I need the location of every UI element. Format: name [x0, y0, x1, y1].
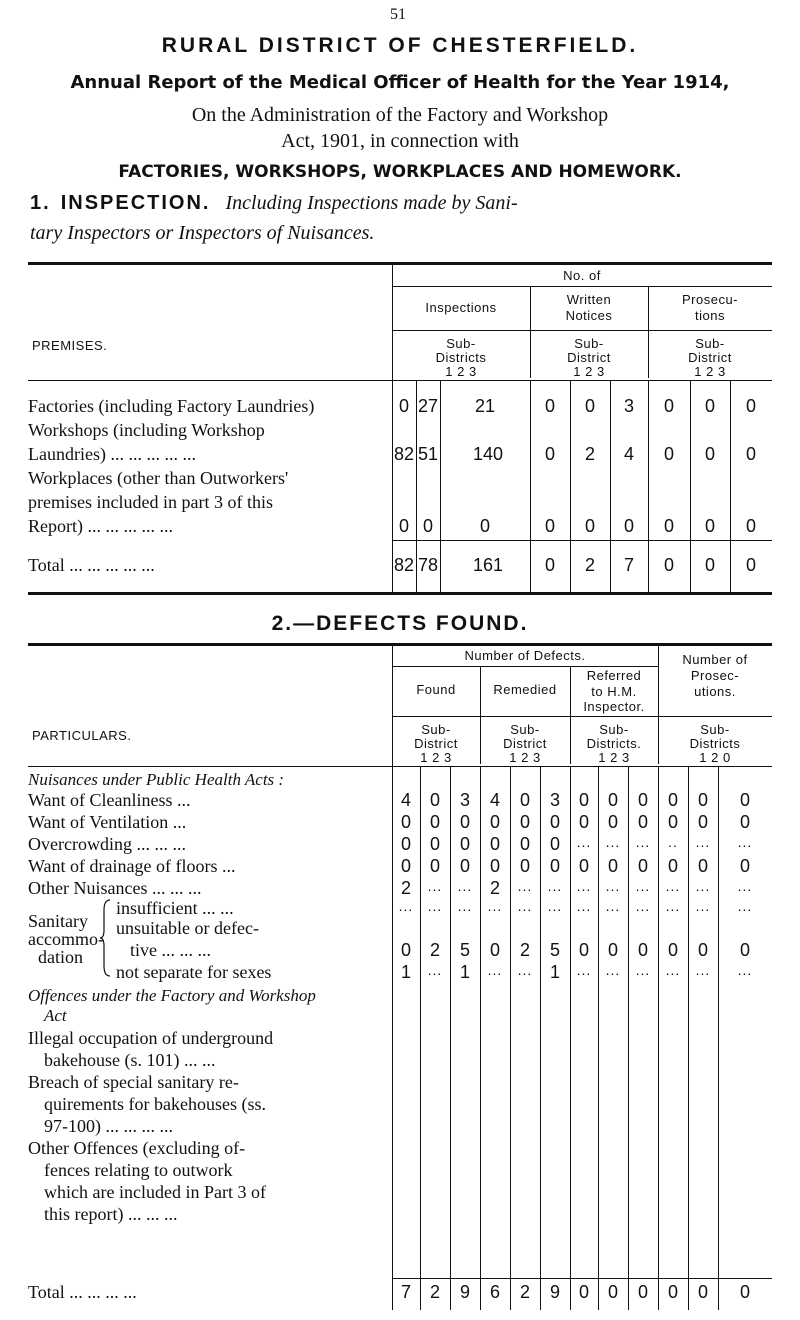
remedied-sub-1: Sub-	[510, 722, 540, 737]
report-title: Annual Report of the Medical Officer of Health for the Year 1914,	[70, 72, 730, 93]
referred-header-2: to H.M.	[591, 684, 637, 699]
prosec-sub-1: Sub-	[700, 722, 730, 737]
table1-cell: 2	[584, 444, 595, 464]
table2-cell: 0	[400, 834, 411, 854]
table2-cell: 0	[429, 856, 440, 876]
table1-total-cell: 82	[393, 555, 415, 575]
t2-header-bottom-rule	[28, 766, 772, 767]
table2-cell: ...	[427, 962, 443, 978]
row-cleanliness-label: Want of Cleanliness ...	[28, 790, 191, 810]
table2-cell: 0	[607, 856, 618, 876]
table2-cell: 1	[549, 962, 560, 982]
table2-cell: ...	[605, 878, 621, 894]
t1-col-7	[690, 380, 691, 592]
table2-cell: 0	[667, 790, 678, 810]
table2-cell: ...	[695, 878, 711, 894]
referred-sub-2: Districts.	[586, 736, 642, 751]
section1-sub-1: Including Inspections made by Sani-	[225, 192, 518, 214]
table2-cell: 0	[519, 834, 530, 854]
table2-cell: ...	[487, 962, 503, 978]
t1-mid-rule	[392, 330, 772, 331]
prosec-sub-2: Districts	[689, 736, 741, 751]
section1-title: INSPECTION.	[60, 192, 211, 214]
table1-cell: 0	[704, 396, 715, 416]
table2-total-cell: 6	[489, 1282, 500, 1302]
subdist-a-1: Sub-	[446, 336, 476, 351]
table1-total-cell: 161	[473, 555, 504, 575]
table2-cell: ...	[517, 898, 533, 914]
table2-cell: ...	[398, 898, 414, 914]
table1-cell: 0	[663, 444, 674, 464]
table2-cell: 0	[607, 940, 618, 960]
table1-cell: 0	[544, 396, 555, 416]
t2-col-5	[540, 766, 541, 1310]
sanitary-word-2: accommo-	[28, 929, 104, 949]
table2-cell: 0	[607, 790, 618, 810]
subdist-c-2: District	[688, 350, 732, 365]
table1-cell: 0	[623, 516, 634, 536]
table1-cell: 0	[479, 516, 490, 536]
table1-total-cell: 0	[704, 555, 715, 575]
table1-cell: 51	[417, 444, 439, 464]
table1-bottom-rule	[28, 592, 772, 595]
t2-col-8	[628, 766, 629, 1310]
subdist-c-1: Sub-	[695, 336, 725, 351]
written-notices-header-2: Notices	[565, 308, 613, 323]
table2-cell: 0	[578, 940, 589, 960]
sanitary-brace	[100, 898, 112, 978]
table2-cell: 0	[429, 834, 440, 854]
t1-col-5	[530, 380, 531, 592]
table2-cell: 0	[519, 790, 530, 810]
table1-cell: 0	[704, 516, 715, 536]
table1-cell: 4	[623, 444, 634, 464]
table2-total-label: Total ... ... ... ...	[28, 1282, 137, 1302]
t1-col-3	[570, 380, 571, 592]
row-workshops-label-1: Workshops (including Workshop	[28, 420, 265, 440]
table2-cell: ...	[605, 898, 621, 914]
no-of-header: No. of	[563, 268, 601, 283]
table2-cell: 0	[489, 940, 500, 960]
offences-heading-2: Act	[44, 1006, 67, 1025]
subdist-a-2: Districts	[435, 350, 487, 365]
t2-col-10	[688, 766, 689, 1310]
table2-cell: 3	[459, 790, 470, 810]
table1-top-rule	[28, 262, 772, 265]
table1-cell: 0	[704, 444, 715, 464]
table1-cell: 0	[398, 396, 409, 416]
t1-col-4	[610, 380, 611, 592]
table2-cell: 2	[429, 940, 440, 960]
table2-cell: ...	[576, 834, 592, 850]
table2-cell: 0	[578, 856, 589, 876]
offence-line: Breach of special sanitary re-	[28, 1072, 239, 1092]
row-insufficient-label: insufficient ... ...	[116, 898, 234, 918]
subdist-a-nums: 1 2 3	[445, 364, 477, 379]
remedied-sub-2: District	[503, 736, 547, 751]
row-workplaces-label-2: premises included in part 3 of this	[28, 492, 273, 512]
table2-total-cell: 2	[429, 1282, 440, 1302]
offences-heading-1: Offences under the Factory and Workshop	[28, 986, 316, 1005]
table2-cell: ...	[457, 898, 473, 914]
section1-sub-2: tary Inspectors or Inspectors of Nuisances.	[30, 222, 375, 244]
found-header: Found	[416, 682, 456, 697]
table1-cell: 0	[663, 396, 674, 416]
table2-cell: 0	[459, 812, 470, 832]
t2-col-11	[718, 766, 719, 1310]
table1-cell: 0	[544, 444, 555, 464]
table2-cell: ...	[695, 834, 711, 850]
table2-cell: 2	[519, 940, 530, 960]
table2-cell: 0	[637, 812, 648, 832]
table2-cell: 0	[637, 790, 648, 810]
offence-line: fences relating to outwork	[44, 1160, 233, 1180]
row-workplaces-label-3: Report) ... ... ... ... ...	[28, 516, 173, 536]
table2-cell: 0	[637, 940, 648, 960]
found-sub-1: Sub-	[421, 722, 451, 737]
table2-cell: ...	[427, 898, 443, 914]
table2-cell: 0	[549, 856, 560, 876]
table2-cell: 0	[578, 812, 589, 832]
table2-total-cell: 0	[607, 1282, 618, 1302]
row-ventilation-label: Want of Ventilation ...	[28, 812, 187, 832]
table2-total-cell: 0	[578, 1282, 589, 1302]
table2-cell: 3	[549, 790, 560, 810]
table2-cell: ...	[457, 878, 473, 894]
prosec-sub-3: 1 2 0	[699, 750, 731, 765]
table2-cell: ...	[635, 898, 651, 914]
table2-top-rule	[28, 643, 772, 646]
particulars-header: PARTICULARS.	[32, 728, 132, 743]
table2-cell: 0	[400, 940, 411, 960]
table2-cell: 0	[519, 856, 530, 876]
found-sub-2: District	[414, 736, 458, 751]
table1-cell: 82	[393, 444, 415, 464]
table2-total-cell: 0	[637, 1282, 648, 1302]
t2-col-7	[598, 766, 599, 1310]
table2-cell: 1	[400, 962, 411, 982]
sanitary-word-1: Sanitary	[28, 911, 88, 931]
table2-cell: ...	[517, 878, 533, 894]
table2-cell: ...	[665, 898, 681, 914]
t2-nod-rule	[392, 666, 658, 667]
num-prosec-2: Prosec-	[690, 668, 740, 683]
table2-total-cell: 2	[519, 1282, 530, 1302]
table2-total-cell: 9	[549, 1282, 560, 1302]
table2-cell: 0	[739, 856, 750, 876]
section2-title: 2.—DEFECTS FOUND.	[271, 612, 529, 635]
table2-cell: 0	[400, 856, 411, 876]
table1-cell: 0	[544, 516, 555, 536]
table2-cell: ...	[665, 962, 681, 978]
t2-total-rule	[392, 1278, 772, 1279]
table1-cell: 0	[745, 444, 756, 464]
table2-cell: 0	[519, 812, 530, 832]
t2-col-4	[510, 766, 511, 1310]
table2-cell: 0	[637, 856, 648, 876]
written-notices-header-1: Written	[566, 292, 612, 307]
table1-cell: 140	[473, 444, 504, 464]
section1-number: 1.	[30, 192, 51, 214]
premises-header: PREMISES.	[32, 338, 108, 353]
table2-cell: ...	[427, 878, 443, 894]
t1-total-rule	[392, 540, 772, 541]
row-defective-label: tive ... ... ...	[130, 940, 211, 960]
row-workplaces-label-1: Workplaces (other than Outworkers'	[28, 468, 289, 488]
row-other-nuisances-label: Other Nuisances ... ... ...	[28, 878, 202, 898]
table1-cell: 0	[584, 516, 595, 536]
table2-cell: 4	[400, 790, 411, 810]
table2-cell: ...	[547, 898, 563, 914]
table2-cell: ...	[517, 962, 533, 978]
offence-line: bakehouse (s. 101) ... ...	[44, 1050, 216, 1070]
table2-cell: ...	[737, 962, 753, 978]
offence-line: quirements for bakehouses (ss.	[44, 1094, 266, 1114]
inspections-header: Inspections	[425, 300, 497, 315]
table2-cell: 0	[459, 856, 470, 876]
table2-cell: 0	[697, 790, 708, 810]
table1-total-cell: 2	[584, 555, 595, 575]
table1-cell: 0	[398, 516, 409, 536]
table2-cell: 0	[607, 812, 618, 832]
district-title: RURAL DISTRICT OF CHESTERFIELD.	[161, 34, 639, 57]
t1-header-bottom-rule	[28, 380, 772, 381]
table2-cell: 2	[400, 878, 411, 898]
row-not-separate-label: not separate for sexes	[116, 962, 272, 982]
no-of-rule	[392, 286, 772, 287]
table2-cell: ...	[635, 878, 651, 894]
row-overcrowding-label: Overcrowding ... ... ...	[28, 834, 186, 854]
row-unsuitable-label: unsuitable or defec-	[116, 918, 259, 938]
table2-cell: 0	[739, 790, 750, 810]
table1-cell: 0	[745, 396, 756, 416]
table2-cell: 0	[739, 940, 750, 960]
t2-mid-rule	[392, 716, 772, 717]
table1-cell: 0	[663, 516, 674, 536]
table2-cell: 0	[549, 812, 560, 832]
t2-col-3	[480, 766, 481, 1310]
table2-cell: ...	[737, 898, 753, 914]
table2-total-cell: 9	[459, 1282, 470, 1302]
t1-col-6	[648, 380, 649, 592]
table1-total-label: Total ... ... ... ... ...	[28, 555, 155, 575]
table2-cell: 0	[400, 812, 411, 832]
table2-cell: ...	[576, 898, 592, 914]
nuisances-heading: Nuisances under Public Health Acts :	[28, 770, 285, 789]
t1-col-8	[730, 380, 731, 592]
offence-line: 97-100) ... ... ... ...	[44, 1116, 173, 1136]
table1-total-cell: 7	[623, 555, 634, 575]
table1-total-cell: 78	[417, 555, 439, 575]
table1-cell: 21	[474, 396, 496, 416]
num-prosec-1: Number of	[682, 652, 748, 667]
t1-col-2	[440, 380, 441, 592]
table2-cell: 0	[578, 790, 589, 810]
table2-cell: 0	[429, 812, 440, 832]
table2-cell: 0	[459, 834, 470, 854]
table2-cell: 5	[549, 940, 560, 960]
table2-cell: ..	[668, 834, 678, 850]
table2-cell: 0	[697, 856, 708, 876]
table2-cell: 0	[667, 812, 678, 832]
table2-cell: 5	[459, 940, 470, 960]
page-number: 51	[390, 6, 406, 23]
t2-col-6	[570, 766, 571, 1310]
table2-cell: ...	[635, 962, 651, 978]
table1-cell: 0	[745, 516, 756, 536]
table2-total-cell: 0	[697, 1282, 708, 1302]
offence-line: Other Offences (excluding of-	[28, 1138, 246, 1158]
num-prosec-3: utions.	[694, 684, 736, 699]
t2-col-1	[420, 766, 421, 1310]
table2-total-cell: 0	[739, 1282, 750, 1302]
table2-cell: 0	[489, 856, 500, 876]
offence-line: which are included in Part 3 of	[44, 1182, 266, 1202]
table2-cell: ...	[576, 878, 592, 894]
table1-total-cell: 0	[663, 555, 674, 575]
table2-cell: ...	[635, 834, 651, 850]
subdist-b-1: Sub-	[574, 336, 604, 351]
table2-cell: ...	[487, 898, 503, 914]
table1-cell: 3	[623, 396, 634, 416]
row-drainage-label: Want of drainage of floors ...	[28, 856, 236, 876]
table2-cell: ...	[547, 878, 563, 894]
table2-cell: 4	[489, 790, 500, 810]
subdist-b-2: District	[567, 350, 611, 365]
table2-cell: ...	[576, 962, 592, 978]
prosecutions-header-1: Prosecu-	[681, 292, 739, 307]
table2-cell: 0	[549, 834, 560, 854]
table2-cell: ...	[695, 962, 711, 978]
offence-line: this report) ... ... ...	[44, 1204, 178, 1224]
table2-cell: 0	[667, 856, 678, 876]
table2-cell: ...	[605, 962, 621, 978]
row-workshops-label-2: Laundries) ... ... ... ... ...	[28, 444, 196, 464]
table2-cell: 0	[739, 812, 750, 832]
referred-header-3: Inspector.	[583, 699, 645, 714]
table2-cell: ...	[665, 878, 681, 894]
table1-cell: 0	[422, 516, 433, 536]
scope-title: FACTORIES, WORKSHOPS, WORKPLACES AND HOMEWORK.	[118, 162, 682, 182]
referred-header-1: Referred	[586, 668, 642, 683]
table2-cell: 2	[489, 878, 500, 898]
table2-cell: 0	[489, 834, 500, 854]
number-of-defects-header: Number of Defects.	[464, 648, 586, 663]
admin-line-2: Act, 1901, in connection with	[281, 130, 519, 152]
table2-cell: ...	[695, 898, 711, 914]
table1-cell: 0	[584, 396, 595, 416]
offence-line: Illegal occupation of underground	[28, 1028, 274, 1048]
row-factories-label: Factories (including Factory Laundries)	[28, 396, 315, 416]
admin-line-1: On the Administration of the Factory and Workshop	[191, 104, 609, 126]
table1-total-cell: 0	[745, 555, 756, 575]
subdist-b-nums: 1 2 3	[573, 364, 605, 379]
section1-heading	[30, 192, 518, 215]
table2-total-cell: 0	[667, 1282, 678, 1302]
t2-col-2	[450, 766, 451, 1310]
subdist-c-nums: 1 2 3	[694, 364, 726, 379]
table2-cell: 0	[667, 940, 678, 960]
table2-cell: 1	[459, 962, 470, 982]
referred-sub-1: Sub-	[599, 722, 629, 737]
remedied-sub-3: 1 2 3	[509, 750, 541, 765]
table2-cell: 0	[429, 790, 440, 810]
table2-cell: 0	[489, 812, 500, 832]
table2-cell: ...	[737, 834, 753, 850]
table2-total-cell: 7	[400, 1282, 411, 1302]
prosecutions-header-2: tions	[695, 308, 725, 323]
table1-total-cell: 0	[544, 555, 555, 575]
found-sub-3: 1 2 3	[420, 750, 452, 765]
referred-sub-3: 1 2 3	[598, 750, 630, 765]
table2-cell: ...	[737, 878, 753, 894]
table2-cell: 0	[697, 940, 708, 960]
remedied-header: Remedied	[493, 682, 557, 697]
sanitary-brace-label	[28, 912, 104, 966]
table1-cell: 27	[417, 396, 439, 416]
table2-cell: ...	[605, 834, 621, 850]
sanitary-word-3: dation	[38, 947, 83, 967]
table2-cell: 0	[697, 812, 708, 832]
t2-col-9	[658, 766, 659, 1310]
